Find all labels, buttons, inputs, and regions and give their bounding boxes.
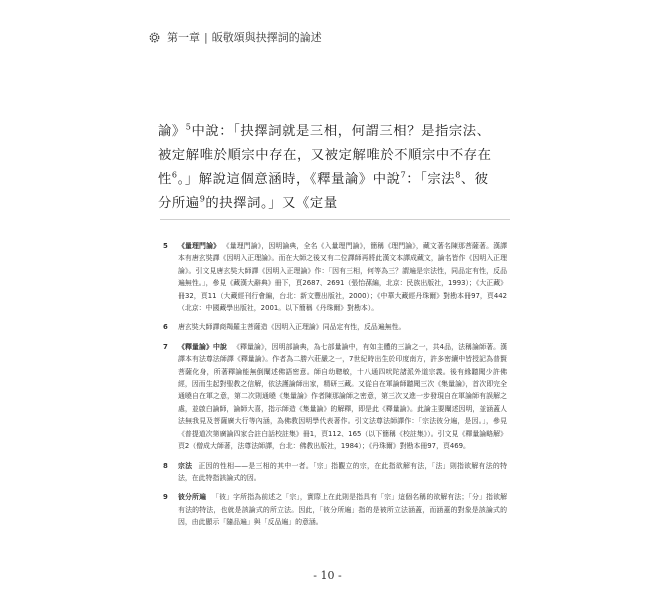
body-text-run: 。」解說這個意涵時，《釋量論》中說 bbox=[177, 172, 401, 187]
footnote-divider bbox=[160, 219, 510, 220]
footnote-7 bbox=[163, 341, 507, 453]
footnote-number: 9 bbox=[163, 493, 168, 502]
footnotes bbox=[163, 240, 507, 536]
footnote-text: 正因的性相——是三相的其中一者。「宗」指觀立的宗，在此指欲解有法，「法」則指欲解有法的特法，在此特指該論式的因。 bbox=[178, 461, 507, 482]
footnote-number: 8 bbox=[163, 461, 168, 470]
footnote-8 bbox=[163, 460, 507, 485]
footnote-ref-6[interactable]: 6 bbox=[171, 170, 178, 180]
footnote-ref-7[interactable]: 7 bbox=[400, 170, 407, 180]
running-header bbox=[148, 29, 322, 45]
gear-icon bbox=[148, 31, 161, 44]
body-text-run: 中說：「抉擇詞就是三相，何謂三相？是指宗法、被定解唯於順宗中存在，又被定解唯於不順宗中不存在性 bbox=[158, 124, 492, 187]
header-separator: | bbox=[204, 30, 208, 44]
footnote-text: 唐玄奘大師譯商羯羅主菩薩造《因明入正理論》同品定有性，反品遍無性。 bbox=[178, 323, 406, 332]
footnote-number: 5 bbox=[163, 242, 168, 250]
chapter-label: 第一章 bbox=[167, 31, 200, 44]
footnote-text: 「彼」字所指為前述之「宗」，實際上在此則是指具有「宗」這個名稱的欲解有法；「分」指欲解有法的特法，也就是該論式的所立法。因此，「彼分所遍」指的是被所立法涵蓋，而涵蓋的對象是該論式的因，由此顯示「隨品遍」與「反品遍」的意涵。 bbox=[178, 493, 507, 527]
footnote-term: 彼分所遍 bbox=[178, 493, 207, 502]
footnote-ref-8[interactable]: 8 bbox=[455, 170, 461, 180]
footnote-ref-5[interactable]: 5 bbox=[185, 122, 192, 132]
body-text-run: 的抉擇詞。」又《定量 bbox=[205, 196, 338, 211]
footnote-6 bbox=[163, 321, 507, 333]
page-number: - 10 - bbox=[313, 569, 342, 582]
footnote-text: 《量理門論》，因明論典，全名《入量理門論》，簡稱《理門論》，藏文著名陳那菩薩著。漢譯本有唐玄奘譯《因明入正理論》。而在大師之後又有二位譯師再將此漢文本譯成藏文，論名皆作《因明入正理論》。引文見唐玄奘大師譯《因明入正理論》作：「因有三相，何等為三？謂遍是宗法性，同品定有性，反品遍無性。」，參見《藏漢大辭典》冊下，頁2687、2691（張怡蓀編，北京：民族出版社，1993）；《大正藏》冊32，頁11（大藏經刊行會編，台北：新文豐出版社，2000）；《中華大藏經丹珠爾》對勘本冊97，頁442（北京：中國藏學出版社，2001。以下簡稱《丹珠爾》對勘本）。 bbox=[178, 242, 508, 313]
body-text-run: 、彼分所遍 bbox=[158, 172, 489, 211]
footnote-term: 《量理門論》 bbox=[178, 242, 221, 250]
footnote-ref-9[interactable]: 9 bbox=[199, 194, 206, 204]
footnote-number: 6 bbox=[163, 323, 168, 332]
footnote-5 bbox=[163, 240, 507, 314]
footnote-number: 7 bbox=[163, 342, 168, 351]
chapter-title: 皈敬頌與抉擇詞的論述 bbox=[211, 31, 322, 44]
body-text-run: 論》 bbox=[158, 124, 186, 139]
footnote-text: 《釋量論》，因明部論典，為七部量論中，有如主體的三論之一，共4品，法稱論師著。漢譯本有法尊法師譯《釋量論》。作者為二勝六莊嚴之一，7世紀時出生於印度南方，許多密續中皆授記為普賢菩薩化身，所著釋論能無倒闡述佛語密意。師自幼聰敏，十八通四吠陀諸派外道宗義。後有緣聽聞少許佛經，因而生起對聖教之信解，依法護論師出家，精研三藏。又從自在軍論師聽聞三次《集量論》，首次即完全通曉自在軍之意，第二次則通曉《集量論》作者陳那論師之密意，第三次又進一步發現自在軍論師有誤解之處，並啟白論師，論師大喜，指示師造《集量論》的解釋，即是此《釋量論》。此論主要闡述因明，並涵蓋人法無我見及菩薩廣大行等內涵，為佛教因明學代表著作。引文法尊法師譯作：「宗法彼分遍，是因。」，參見《普提道次第廣論四家合註白話校註集》冊1，頁112、165（以下簡稱《校註集》）。引文見《釋量論略解》頁2（僧成大師著，法尊法師譯，台北：佛教出版社，1984）；《丹珠爾》對勘本冊97，頁469。 bbox=[178, 342, 507, 451]
footnote-term: 宗法 bbox=[178, 461, 193, 470]
body-text-run: ：「宗法 bbox=[406, 172, 456, 187]
main-paragraph bbox=[158, 120, 500, 216]
footnote-9 bbox=[163, 491, 507, 528]
footnote-term: 《釋量論》中說 bbox=[178, 342, 228, 351]
